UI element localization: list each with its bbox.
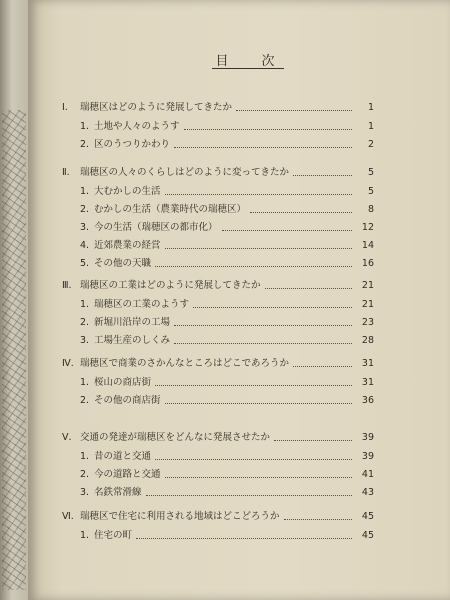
entry-title: 昔の道と交通 [94,451,152,462]
dot-leader [265,288,352,289]
entry-page-number: 23 [361,317,374,328]
entry-title: 工場生産のしくみ [94,335,171,346]
entry-page-number: 21 [361,299,374,310]
dot-leader [165,403,352,404]
entry-page-number: 21 [361,280,374,291]
entry-title: むかしの生活（農業時代の瑞穂区） [94,204,247,215]
entry-page-number: 41 [361,469,374,480]
entry-page-number: 45 [361,530,374,541]
section-heading [28,356,450,371]
dot-leader [136,538,352,539]
entry-page-number: 36 [361,395,374,406]
dot-leader [165,477,352,478]
entry-title: 瑞穂区はどのように発展してきたか [80,102,233,113]
dot-leader [174,343,352,344]
subsection-entry [28,184,450,199]
entry-title: 区のうつりかわり [94,139,171,150]
dot-leader [155,385,352,386]
entry-page-number: 1 [367,102,374,113]
entry-page-number: 45 [361,511,374,522]
subsection-entry [28,528,450,543]
dot-leader [165,248,352,249]
entry-page-number: 2 [367,139,374,150]
entry-number: Ⅰ. [62,102,68,113]
entry-number: 1. [80,186,90,197]
entry-page-number: 28 [361,335,374,346]
entry-title: その他の天職 [94,258,152,269]
entry-title: 大むかしの生活 [94,186,161,197]
subsection-entry [28,485,450,500]
page-title: 目 次 [215,54,285,69]
entry-title: その他の商店街 [94,395,161,406]
entry-number: 5. [80,258,90,269]
entry-number: 1. [80,121,90,132]
dot-leader [236,110,352,111]
entry-title: 瑞穂区で商業のさかんなところはどこであろうか [80,358,290,369]
subsection-entry [28,333,450,348]
entry-page-number: 43 [361,487,374,498]
entry-page-number: 14 [361,240,374,251]
entry-page-number: 16 [361,258,374,269]
subsection-entry [28,375,450,390]
entry-page-number: 39 [361,451,374,462]
dot-leader [165,194,352,195]
entry-title: 名鉄常滑線 [94,487,142,498]
entry-number: 2. [80,395,90,406]
entry-page-number: 39 [361,432,374,443]
entry-number: 2. [80,139,90,150]
entry-title: 瑞穂区で住宅に利用される地域はどこどろうか [80,511,280,522]
entry-title: 今の道路と交通 [94,469,161,480]
subsection-entry [28,315,450,330]
dot-leader [293,366,352,367]
dot-leader [174,325,352,326]
entry-title: 桜山の商店街 [94,377,152,388]
subsection-entry [28,393,450,408]
entry-number: 3. [80,335,90,346]
entry-number: 2. [80,469,90,480]
dot-leader [155,459,352,460]
entry-page-number: 31 [361,358,374,369]
entry-title: 瑞穂区の工業のようす [94,299,190,310]
dot-leader [174,147,352,148]
entry-number: 3. [80,222,90,233]
dot-leader [274,440,352,441]
entry-title: 近郊農業の経営 [94,240,161,251]
adjacent-page-map-illustration [2,110,26,590]
entry-title: 新堀川沿岸の工場 [94,317,171,328]
subsection-entry [28,238,450,253]
subsection-entry [28,256,450,271]
title-underline [212,68,284,69]
section-heading [28,100,450,115]
dot-leader [146,495,352,496]
dot-leader [250,212,352,213]
toc-page [28,0,450,600]
dot-leader [284,519,352,520]
section-heading [28,509,450,524]
subsection-entry [28,137,450,152]
section-heading [28,165,450,180]
dot-leader [155,266,352,267]
entry-number: Ⅱ. [62,167,70,178]
entry-number: 2. [80,317,90,328]
entry-title: 瑞穂区の工業はどのように発展してきたか [80,280,261,291]
subsection-entry [28,297,450,312]
entry-title: 土地や人々のようす [94,121,180,132]
entry-number: Ⅵ. [62,511,74,522]
entry-number: Ⅴ. [62,432,72,443]
entry-number: 4. [80,240,90,251]
entry-title: 今の生活（瑞穂区の都市化） [94,222,218,233]
subsection-entry [28,220,450,235]
entry-number: 3. [80,487,90,498]
section-heading [28,430,450,445]
entry-number: Ⅲ. [62,280,72,291]
entry-page-number: 5 [367,186,374,197]
dot-leader [222,230,352,231]
entry-number: 1. [80,299,90,310]
entry-number: Ⅳ. [62,358,74,369]
dot-leader [193,307,352,308]
dot-leader [184,129,352,130]
entry-page-number: 5 [367,167,374,178]
entry-number: 1. [80,530,90,541]
entry-number: 1. [80,451,90,462]
section-heading [28,278,450,293]
entry-page-number: 12 [361,222,374,233]
entry-page-number: 31 [361,377,374,388]
entry-title: 瑞穂区の人々のくらしはどのように変ってきたか [80,167,290,178]
subsection-entry [28,202,450,217]
dot-leader [293,175,352,176]
entry-number: 2. [80,204,90,215]
subsection-entry [28,119,450,134]
entry-page-number: 8 [367,204,374,215]
adjacent-page-edge [0,0,30,600]
entry-number: 1. [80,377,90,388]
subsection-entry [28,467,450,482]
entry-title: 交通の発達が瑞穂区をどんなに発展させたか [80,432,271,443]
entry-page-number: 1 [367,121,374,132]
entry-title: 住宅の町 [94,530,133,541]
subsection-entry [28,449,450,464]
